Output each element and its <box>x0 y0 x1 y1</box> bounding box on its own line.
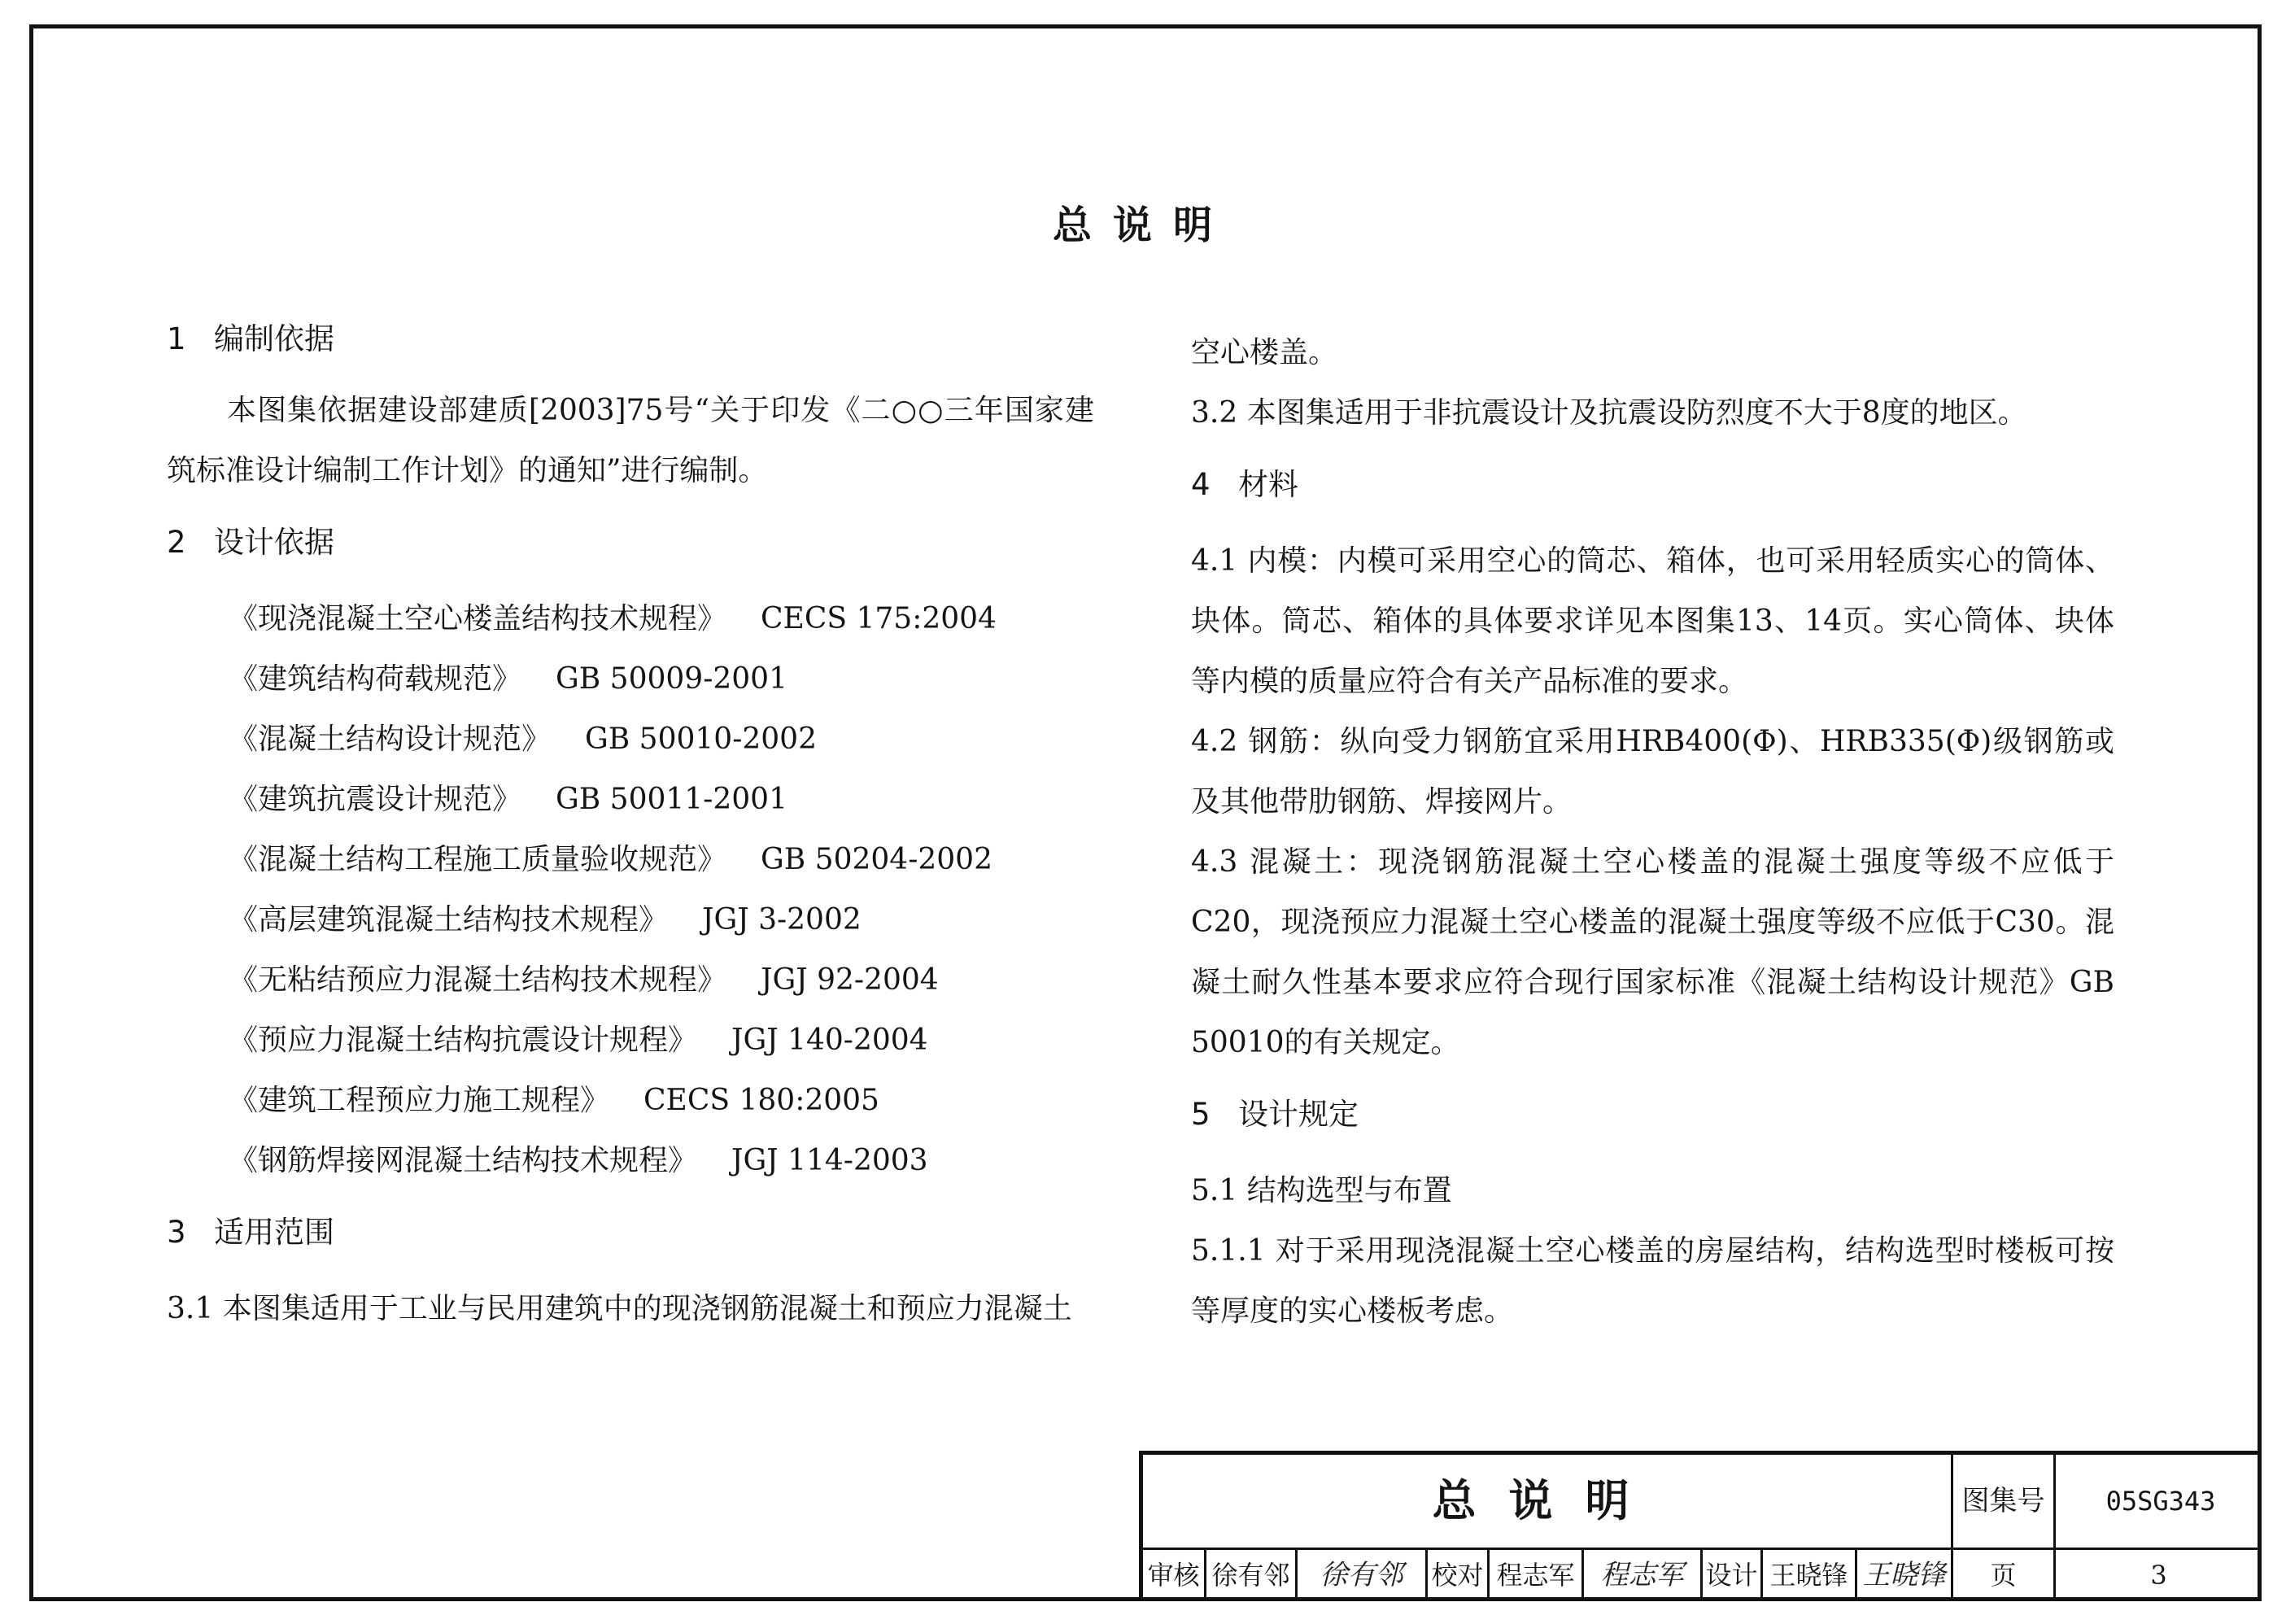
section-5-heading: 5 设计规定 <box>1191 1097 1359 1132</box>
reference-item: 《建筑抗震设计规范》 GB 50011-2001 <box>229 783 787 816</box>
section-3-2-text: 3.2 本图集适用于非抗震设计及抗震设防烈度不大于8度的地区。 <box>1191 396 2027 430</box>
section-2-heading: 2 设计依据 <box>167 525 334 560</box>
section-5-1-text: 5.1 结构选型与布置 <box>1191 1174 1452 1207</box>
checker-signature: 程志军 <box>1584 1550 1703 1601</box>
section-4-heading: 4 材料 <box>1191 467 1298 502</box>
section-4-1-text: 4.1 内模：内模可采用空心的筒芯、箱体，也可采用轻质实心的筒体、块体。筒芯、箱体的具体要求详见本图集13、14页。实心筒体、块体等内模的质量应符合有关产品标准的要求。 <box>1191 544 2114 698</box>
review-label: 审核 <box>1143 1550 1206 1601</box>
section-4-2-text: 4.2 钢筋：纵向受力钢筋宜采用HRB400(Φ)、HRB335(Φ)级钢筋或及其他带肋钢筋、焊接网片。 <box>1191 725 2114 819</box>
reference-item: 《建筑结构荷载规范》 GB 50009-2001 <box>229 662 787 696</box>
reference-item: 《高层建筑混凝土结构技术规程》 JGJ 3-2002 <box>229 903 862 936</box>
right-column <box>1191 323 2114 1342</box>
reference-item: 《预应力混凝土结构抗震设计规程》 JGJ 140-2004 <box>229 1024 928 1057</box>
section-1-text: 本图集依据建设部建质[2003]75号“关于印发《二○○三年国家建筑标准设计编制工作计划》的通知”进行编制。 <box>167 394 1094 487</box>
reference-item: 《混凝土结构设计规范》 GB 50010-2002 <box>229 723 817 756</box>
section-3-heading: 3 适用范围 <box>167 1215 334 1250</box>
title-block <box>1139 1451 2262 1601</box>
reference-item: 《建筑工程预应力施工规程》 CECS 180:2005 <box>229 1084 879 1117</box>
section-1-heading: 1 编制依据 <box>167 321 334 356</box>
atlas-number: 05SG343 <box>2105 1486 2216 1517</box>
reviewer-signature: 徐有邻 <box>1298 1550 1428 1601</box>
section-3-1-continued: 空心楼盖。 <box>1191 336 1338 369</box>
atlas-number-label: 图集号 <box>1953 1455 2056 1548</box>
checker-name: 程志军 <box>1490 1550 1584 1601</box>
reference-list <box>167 589 1094 1191</box>
designer-signature: 王晓锋 <box>1857 1550 1953 1601</box>
reference-item: 《钢筋焊接网混凝土结构技术规程》 JGJ 114-2003 <box>229 1144 928 1177</box>
left-column <box>167 317 1094 1339</box>
page-label: 页 <box>1953 1550 2056 1601</box>
reference-item: 《混凝土结构工程施工质量验收规范》 GB 50204-2002 <box>229 843 992 876</box>
design-label: 设计 <box>1703 1550 1763 1601</box>
page-title: 总说明 <box>1052 203 1234 248</box>
section-3-1-text: 3.1 本图集适用于工业与民用建筑中的现浇钢筋混凝土和预应力混凝土 <box>167 1292 1072 1325</box>
title-block-title: 总说明 <box>1143 1455 1953 1548</box>
designer-name: 王晓锋 <box>1763 1550 1857 1601</box>
check-label: 校对 <box>1428 1550 1490 1601</box>
section-5-1-1-text: 5.1.1 对于采用现浇混凝土空心楼盖的房屋结构，结构选型时楼板可按等厚度的实心楼板考虑。 <box>1191 1234 2114 1328</box>
page-number: 3 <box>2150 1560 2167 1591</box>
section-4-3-text: 4.3 混凝土：现浇钢筋混凝土空心楼盖的混凝土强度等级不应低于C20，现浇预应力混凝土空心楼盖的混凝土强度等级不应低于C30。混凝土耐久性基本要求应符合现行国家标准《混凝土结构设计规范》GB 50010的有关规定。 <box>1191 845 2114 1059</box>
reference-item: 《现浇混凝土空心楼盖结构技术规程》 CECS 175:2004 <box>229 602 997 635</box>
reference-item: 《无粘结预应力混凝土结构技术规程》 JGJ 92-2004 <box>229 963 939 997</box>
reviewer-name: 徐有邻 <box>1206 1550 1298 1601</box>
